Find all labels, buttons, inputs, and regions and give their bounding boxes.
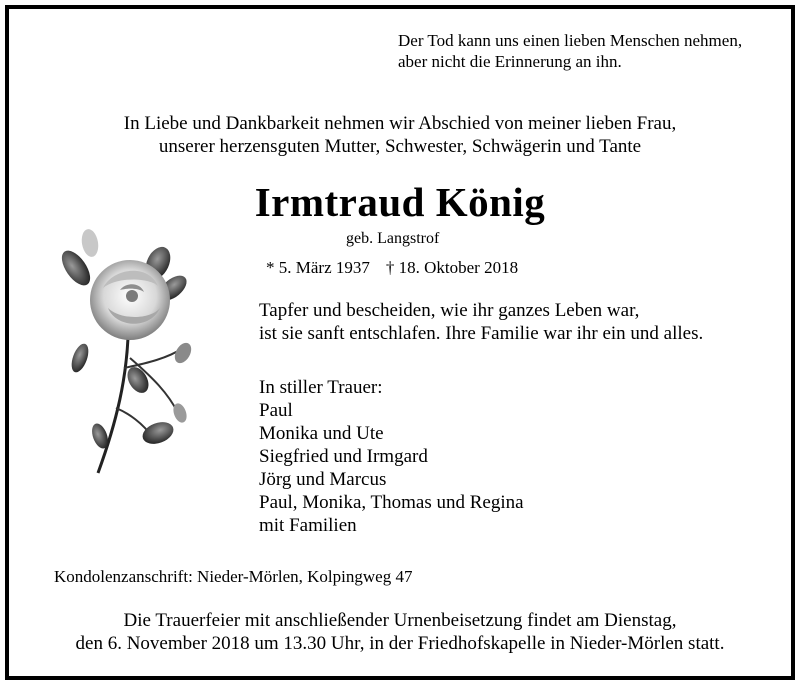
funeral-line-2: den 6. November 2018 um 13.30 Uhr, in der Friedhofskapelle in Nieder-Mörlen statt.	[75, 633, 725, 654]
mourner-name: Paul	[259, 400, 293, 421]
maiden-name: geb. Langstrof	[346, 230, 440, 247]
deceased-name: Irmtraud König	[254, 179, 546, 225]
mourner-name: Paul, Monika, Thomas und Regina	[259, 492, 524, 513]
quote-line-1: Der Tod kann uns einen lieben Menschen nehmen,	[398, 31, 743, 50]
funeral-info	[0, 609, 800, 655]
mourners-list	[259, 376, 524, 537]
intro-line-2: unserer herzensguten Mutter, Schwester, Schwägerin und Tante	[158, 136, 642, 157]
verse-line-2: ist sie sanft entschlafen. Ihre Familie war ihr ein und alles.	[259, 323, 704, 344]
life-dates	[266, 258, 518, 278]
condolence-address: Kondolenzanschrift: Nieder-Mörlen, Kolpingweg 47	[54, 567, 413, 586]
mourner-name: Jörg und Marcus	[259, 469, 387, 490]
verse-line-1: Tapfer und bescheiden, wie ihr ganzes Leben war,	[259, 300, 640, 321]
birth-date: * 5. März 1937	[266, 258, 370, 277]
verse	[259, 299, 703, 345]
rose-icon	[58, 208, 208, 488]
mourners-heading: In stiller Trauer:	[259, 377, 383, 398]
intro-line-1: In Liebe und Dankbarkeit nehmen wir Abschied von meiner lieben Frau,	[123, 113, 677, 134]
mourner-name: Siegfried und Irmgard	[259, 446, 428, 467]
quote-line-2: aber nicht die Erinnerung an ihn.	[398, 52, 622, 71]
mourner-name: Monika und Ute	[259, 423, 384, 444]
death-date: † 18. Oktober 2018	[385, 258, 519, 277]
funeral-line-1: Die Trauerfeier mit anschließender Urnenbeisetzung findet am Dienstag,	[123, 610, 677, 631]
intro-text	[0, 112, 800, 158]
mourner-name: mit Familien	[259, 515, 357, 536]
quote	[398, 30, 742, 72]
